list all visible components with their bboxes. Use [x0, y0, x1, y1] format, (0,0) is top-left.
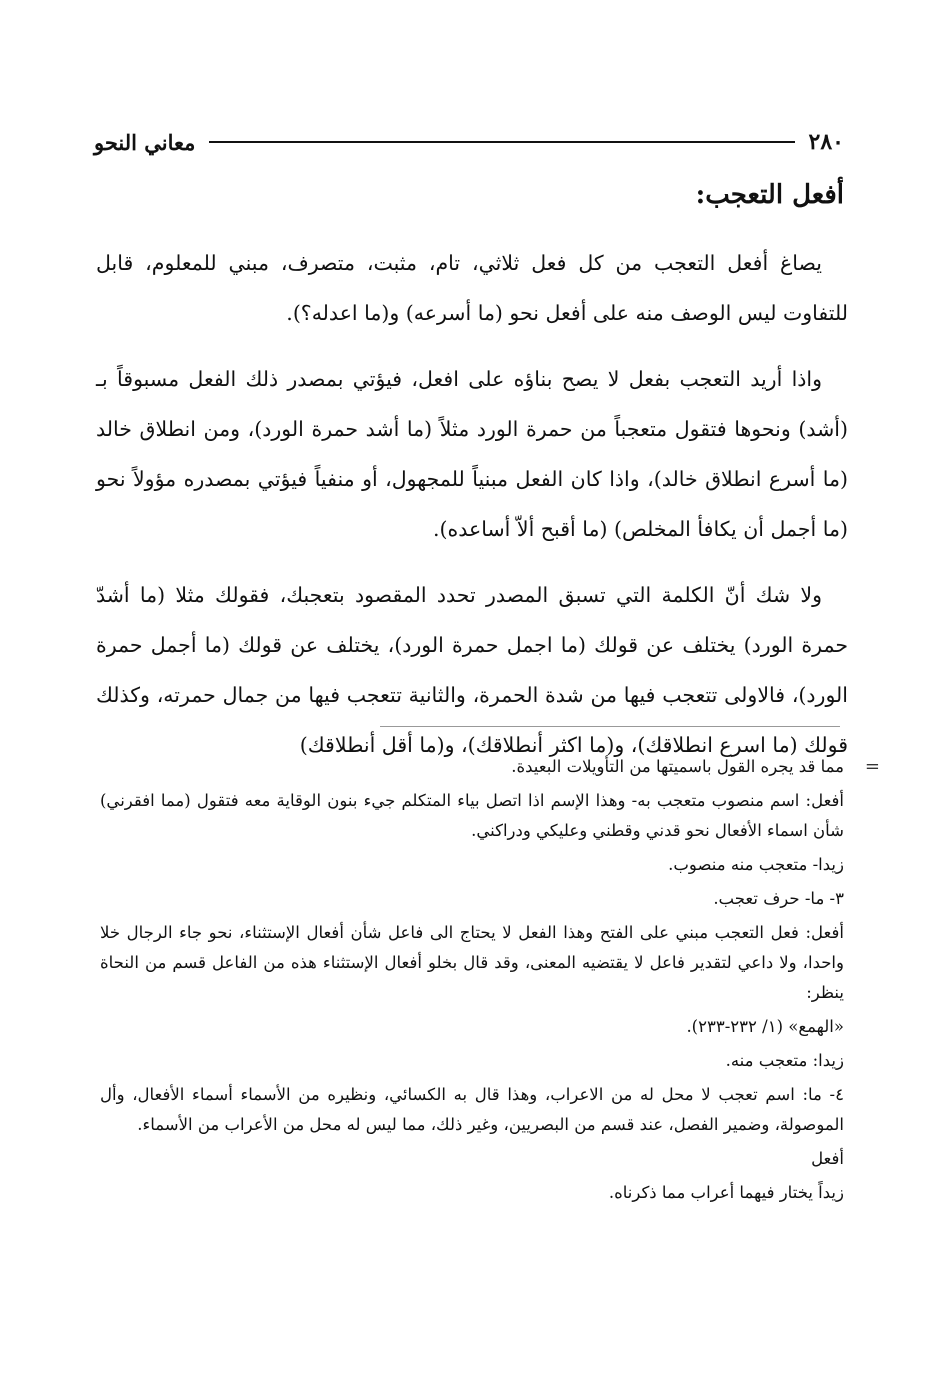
running-head [94, 122, 844, 162]
footnote-continuation-mark: = [864, 756, 880, 777]
footnote-line: ٣- ما- حرف تعجب. [713, 889, 844, 908]
header-rule [209, 141, 794, 143]
paragraph: ولا شك أنّ الكلمة التي تسبق المصدر تحدد المقصود بتعجبك، فقولك مثلا (ما أشدّ حمرة الورد) يختلف عن قولك (ما اجمل حمرة الورد)، يختلف عن قولك (ما أجمل حمرة الورد)، فالاولى تتعجب فيها من شدة الحمرة، والثانية تتعجب فيها من جمال حمرته، وكذلك قولك (ما اسرع انطلاقك)، و(ما اكثر أنطلاقك)، و(ما أقل أنطلاقك) [96, 583, 848, 757]
footnote-separator [380, 726, 840, 727]
footnote-line: أفعل: فعل التعجب مبني على الفتح وهذا الفعل لا يحتاج الى فاعل شأن أفعال الإستثناء، نحو جاء الرجال خلا واحدا، ولا داعي لتقدير فاعل لا يقتضيه المعنى، وقد قال بخلو أفعال الإستثناء هذه من الفاعل قسم من النحاة ينظر: [100, 923, 844, 1002]
footnote-line: أفعل [811, 1149, 844, 1168]
paragraph: واذا أريد التعجب بفعل لا يصح بناؤه على افعل، فيؤتي بمصدر ذلك الفعل مسبوقاً بـ (أشد) ونحوها فتقول متعجباً من حمرة الورد مثلاً (ما أشد حمرة الورد)، ومن انطلاق خالد (ما أسرع انطلاق خالد)، واذا كان الفعل مبنياً للمجهول، أو منفياً فيؤتي بمصدره مؤولاً نحو (ما أجمل أن يكافأ المخلص) (ما أقبح ألاّ أساعده). [96, 367, 848, 541]
paragraph: يصاغ أفعل التعجب من كل فعل ثلاثي، تام، مثبت، متصرف، مبني للمعلوم، قابل للتفاوت ليس الوصف منه على أفعل نحو (ما أسرعه) و(ما اعدله؟). [96, 251, 848, 325]
body-text [96, 238, 848, 786]
footnote-line: أفعل: اسم منصوب متعجب به- وهذا الإسم اذا اتصل بياء المتكلم جيء بنون الوقاية معه فتقول (مما افقرني) شأن اسماء الأفعال نحو قدني وقطني وعليكي ودراكني. [100, 791, 844, 840]
footnotes [100, 752, 844, 1212]
footnote-line: «الهمع» (١/ ٢٣٢-٢٣٣). [686, 1017, 844, 1036]
footnote-line: ٤- ما: اسم تعجب لا محل له من الاعراب، وهذا قال به الكسائي، ونظيره من الأسماء أسماء الأفعال، وأل الموصولة، وضمير الفصل، عند قسم من البصريين، وغير ذلك، مما ليس له محل من الأعراب من الأسماء. [100, 1085, 844, 1134]
footnote-line: مما قد يجره القول باسميتها من التأويلات البعيدة. [511, 757, 844, 776]
page-number: ٢٨٠ [808, 129, 844, 155]
footnote-line: زيداً يختار فيهما أعراب مما ذكرناه. [608, 1183, 844, 1202]
footnote-line: زيدا- متعجب منه منصوب. [668, 855, 844, 874]
book-title: معاني النحو [94, 129, 196, 155]
section-title: أفعل التعجب: [695, 180, 844, 210]
footnote-line: زيدا: متعجب منه. [725, 1051, 844, 1070]
